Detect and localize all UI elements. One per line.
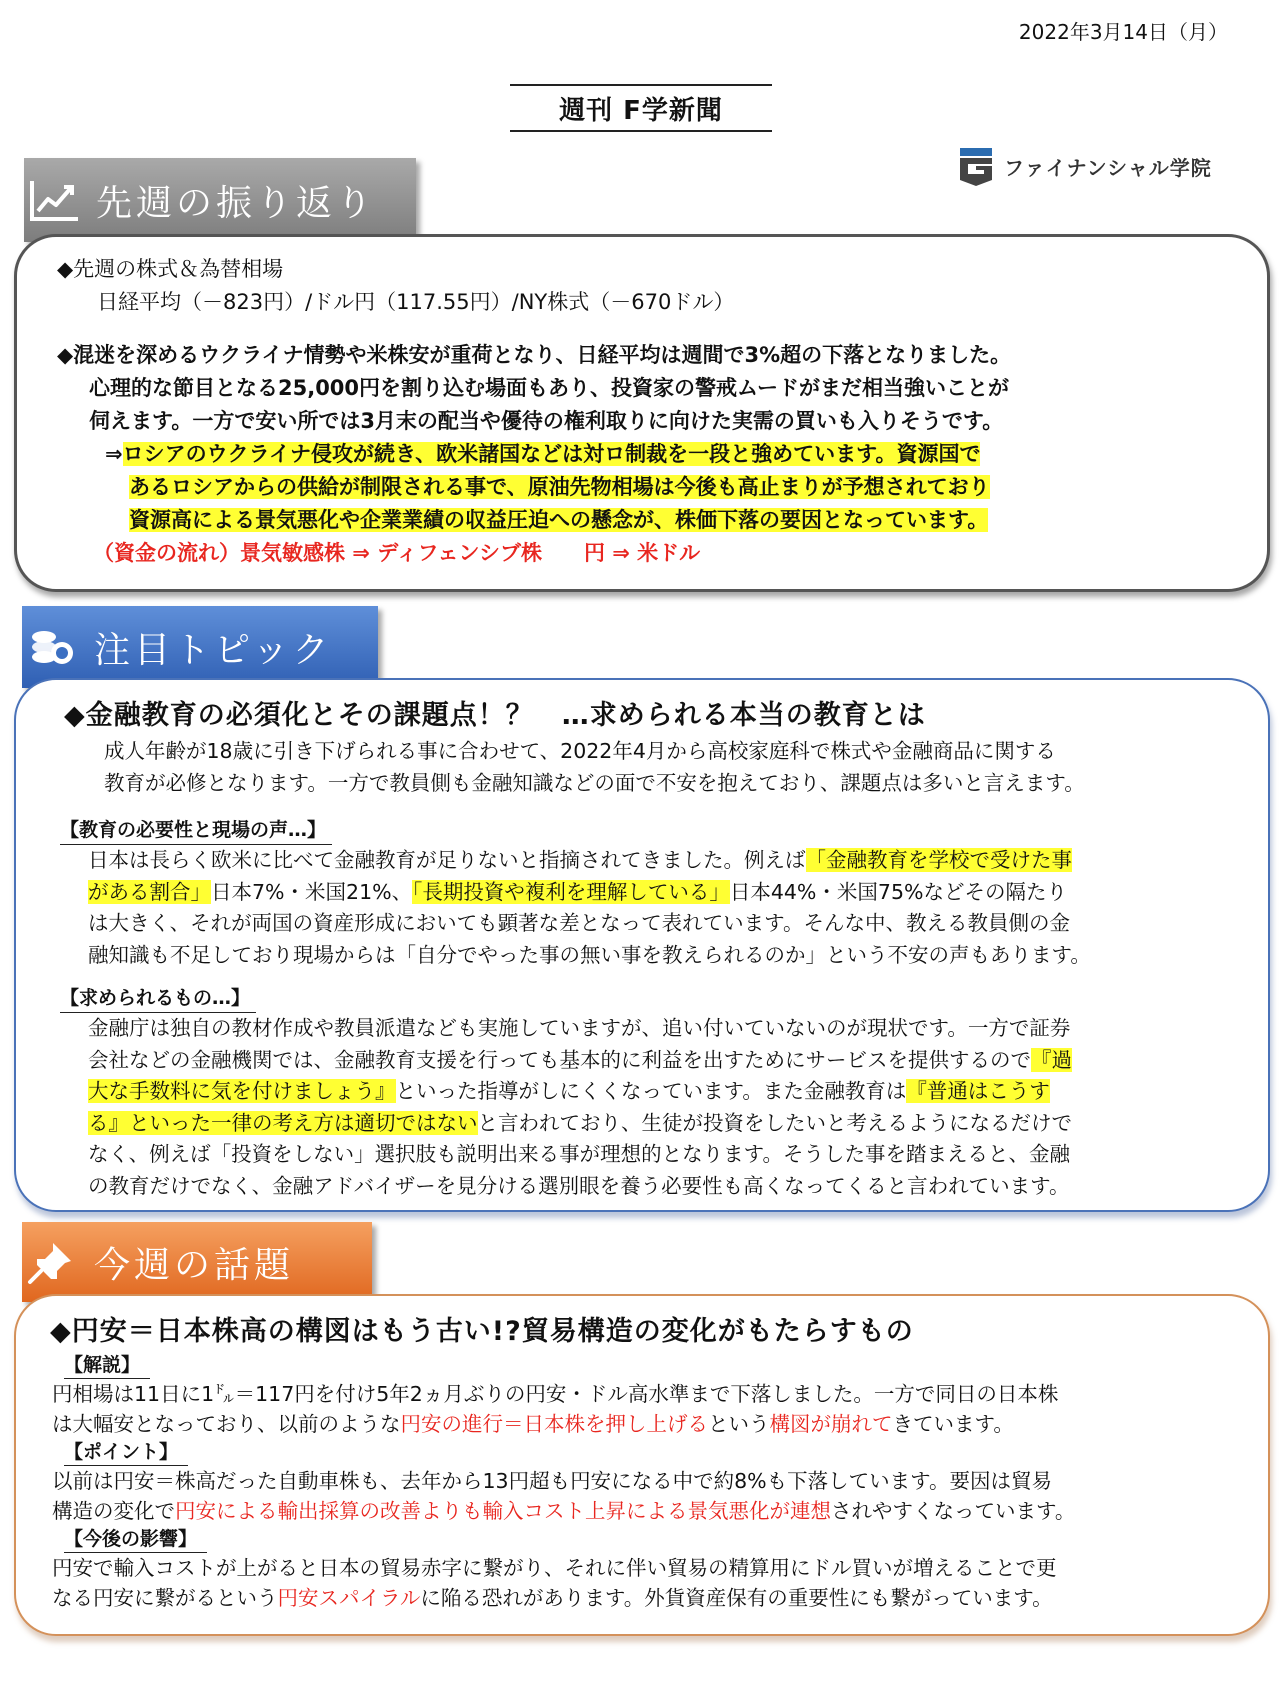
fg-logo-icon [958, 146, 994, 186]
body-line: は大きく、それが両国の資産形成においても顕著な差となって表れています。そんな中、教える教員側の金 [88, 911, 1070, 935]
logo-text: ファイナンシャル学院 [1004, 155, 1212, 180]
summary-line: ◆混迷を深めるウクライナ情勢や米株安が重荷となり、日経平均は週間で3%超の下落となりました。 [57, 343, 1012, 367]
emphasis-text: 構図が崩れて [769, 1412, 893, 1436]
intro-line: 成人年齢が18歳に引き下げられる事に合わせて、2022年4月から高校家庭科で株式や金融商品に関する [104, 739, 1056, 763]
body-line [52, 1496, 1240, 1526]
section-title: 今週の話題 [94, 1244, 295, 1286]
body-line [52, 1583, 1240, 1613]
subheading-necessity: 【教育の必要性と現場の声…】 [60, 817, 332, 845]
highlight-text: 大な手数料に気を付けましょう』 [88, 1079, 396, 1103]
highlight-line [57, 504, 1239, 537]
text: は大幅安となっており、以前のような [52, 1412, 401, 1436]
coins-icon [22, 623, 82, 671]
trending-chart-icon [24, 176, 84, 224]
intro-line: 教育が必修となります。一方で教員側も金融知識などの面で不安を抱えており、課題点は多いと言えます。 [104, 770, 1085, 795]
highlight-text: ロシアのウクライナ侵攻が続き、欧米諸国などは対ロ制裁を一段と強めています。資源国で [122, 442, 981, 466]
body-line: 融知識も不足しており現場からは「自分でやった事の無い事を教えられるのか」という不安の声もあります。 [88, 942, 1091, 967]
money-flow: （資金の流れ）景気敏感株 ⇒ ディフェンシブ株 円 ⇒ 米ドル [93, 541, 701, 565]
pushpin-icon [22, 1238, 82, 1286]
label-point: 【ポイント】 [64, 1439, 188, 1466]
subheading-requirements: 【求められるもの…】 [60, 985, 256, 1013]
section-header-featured-topic [22, 606, 378, 688]
summary-line: 伺えます。一方で安い所では3月末の配当や優待の権利取りに向けた実需の買いも入りそうです。 [89, 409, 1004, 433]
body-line: 円相場は11日に1㌦＝117円を付け5年2ヵ月ぶりの円安・ドル高水準まで下落しました。一方で同日の日本株 [52, 1382, 1059, 1406]
highlight-line [57, 438, 1239, 471]
text: と言われており、生徒が投資をしたいと考えるようになるだけで [477, 1110, 1072, 1135]
body-line [68, 845, 1240, 877]
section-title: 先週の振り返り [96, 182, 377, 224]
label-explanation: 【解説】 [64, 1352, 150, 1379]
logo [958, 146, 1212, 186]
body-line [68, 877, 1240, 909]
text: 日本7%・米国21%、 [211, 879, 413, 904]
text: 会社などの金融機関では、金融教育支援を行っても基本的に利益を出すためにサービスを提供するので [88, 1047, 1031, 1072]
highlight-text: 『普通はこうす [906, 1079, 1050, 1103]
featured-topic-panel [14, 678, 1270, 1212]
text: きています。 [892, 1412, 1014, 1436]
body-line: なく、例えば「投資をしない」選択肢も説明出来る事が理想的となります。そうした事を踏まえると、金融 [88, 1142, 1070, 1166]
highlight-text: あるロシアからの供給が制限される事で、原油先物相場は今後も高止まりが予想されており [129, 475, 990, 499]
body-line [68, 1108, 1240, 1140]
topic-headline: ◆金融教育の必須化とその課題点！？ …求められる本当の教育とは [64, 700, 926, 731]
highlight-text: 資源高による景気悪化や企業業績の収益圧迫への懸念が、株価下落の要因となっています。 [129, 508, 989, 532]
text: されやすくなっています。 [831, 1499, 1076, 1523]
body-line [68, 1045, 1240, 1077]
text: なる円安に繋がるという [52, 1586, 278, 1610]
this-week-panel [14, 1294, 1270, 1636]
body-line [52, 1409, 1240, 1439]
highlight-text: る』といった一律の考え方は適切ではない [88, 1110, 478, 1135]
highlight-line [57, 471, 1239, 504]
text: 日本は長らく欧米に比べて金融教育が足りないと指摘されてきました。例えば [88, 848, 806, 872]
body-line [68, 1076, 1240, 1108]
section-title: 注目トピック [94, 629, 333, 671]
emphasis-text: 円安による輸出採算の改善よりも輸入コスト上昇による景気悪化が連想 [175, 1499, 831, 1523]
body-line: の教育だけでなく、金融アドバイザーを見分ける選別眼を養う必要性も高くなってくると言われています。 [88, 1173, 1070, 1198]
market-title: ◆先週の株式＆為替相場 [57, 257, 284, 281]
market-values: 日経平均（－823円）/ドル円（117.55円）/NY株式（－670ドル） [97, 290, 735, 314]
text: に陥る恐れがあります。外貨資産保有の重要性にも繋がっています。 [420, 1586, 1053, 1610]
section-header-last-week [24, 158, 416, 242]
emphasis-text: 円安の進行＝日本株を押し上げる [400, 1412, 708, 1436]
body-line: 金融庁は独自の教材作成や教員派遣なども実施していますが、追い付いていないのが現状です。一方で証券 [88, 1016, 1071, 1040]
highlight-text: 「金融教育を学校で受けた事 [805, 848, 1072, 872]
issue-date: 2022年3月14日（月） [1018, 20, 1228, 44]
topic-headline: ◆円安＝日本株高の構図はもう古い!?貿易構造の変化がもたらすもの [50, 1316, 914, 1347]
text: という [708, 1412, 770, 1436]
body-line: 円安で輸入コストが上がると日本の貿易赤字に繋がり、それに伴い貿易の精算用にドル買いが増えることで更 [52, 1556, 1057, 1580]
text: 構造の変化で [52, 1499, 175, 1523]
arrow-symbol: ⇒ [105, 442, 123, 466]
label-future-impact: 【今後の影響】 [64, 1526, 207, 1553]
text: 日本44%・米国75%などその隔たり [729, 879, 1067, 904]
highlight-text: 『過 [1031, 1047, 1072, 1072]
newsletter-title: 週刊 F学新聞 [510, 84, 772, 132]
emphasis-text: 円安スパイラル [277, 1586, 421, 1610]
highlight-text: がある割合」 [88, 879, 211, 904]
highlight-text: 「長期投資や複利を理解している」 [412, 879, 730, 904]
section-header-this-week [22, 1222, 372, 1302]
last-week-panel [14, 234, 1270, 592]
body-line: 以前は円安＝株高だった自動車株も、去年から13円超も円安になる中で約8%も下落しています。要因は貿易 [52, 1469, 1052, 1493]
summary-line: 心理的な節目となる25,000円を割り込む場面もあり、投資家の警戒ムードがまだ相当強いことが [89, 376, 1009, 400]
text: といった指導がしにくくなっています。また金融教育は [395, 1079, 907, 1103]
